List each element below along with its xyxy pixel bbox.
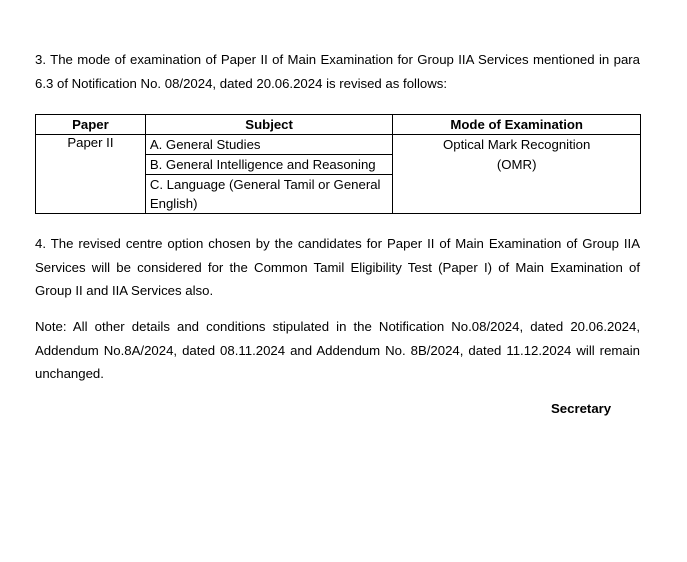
header-subject: Subject: [145, 115, 393, 135]
mode-line-2: (OMR): [496, 157, 537, 172]
exam-mode-table: [35, 114, 641, 214]
table-header-row: [36, 115, 641, 135]
mode-line-1: Optical Mark Recognition: [443, 137, 591, 152]
signature-secretary: Secretary: [551, 401, 612, 416]
paper-cell: Paper II: [36, 135, 146, 214]
table-row: [36, 135, 641, 214]
header-mode: Mode of Examination: [393, 115, 641, 135]
paragraph-4: 4. The revised centre option chosen by the candidates for Paper II of Main Examination of Group IIA Services will be considered for the Common Tamil Eligibility Test (Paper I) of Main Examination of Group II and IIA Services also.: [35, 236, 640, 298]
subject-item: A. General Studies: [146, 135, 393, 155]
mode-cell: [393, 135, 641, 214]
subject-cell: [145, 135, 393, 214]
header-paper: Paper: [36, 115, 146, 135]
subject-item: C. Language (General Tamil or General English): [149, 177, 381, 211]
note-paragraph: Note: All other details and conditions stipulated in the Notification No.08/2024, dated 20.06.2024, Addendum No.8A/2024, dated 08.11.2024 and Addendum No. 8B/2024, dated 11.12.2024 will remain unchanged.: [35, 319, 640, 381]
subject-item: B. General Intelligence and Reasoning: [146, 155, 393, 175]
paragraph-3: 3. The mode of examination of Paper II of Main Examination for Group IIA Services mentioned in para 6.3 of Notification No. 08/2024, dated 20.06.2024 is revised as follows:: [35, 52, 640, 91]
